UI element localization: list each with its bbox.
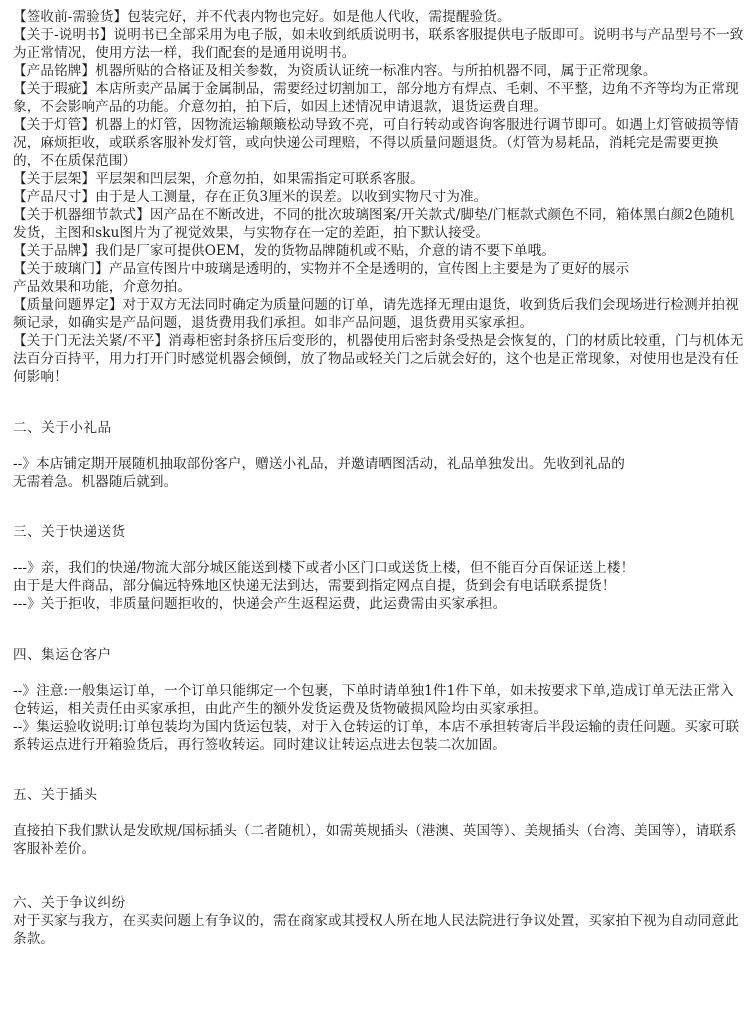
notice-block [13, 8, 745, 386]
section-line: ---》关于拒收，非质量问题拒收的，快递会产生返程运费，此运费需由买家承担。 [13, 596, 507, 612]
notice-quality-definition: 【质量问题界定】对于双方无法同时确定为质量问题的订单，请先选择无理由退货，收到货后我们会现场进行检测并拍视频记录，如确实是产品问题，退货费用我们承担。如非产品问题，退货费用买家承担。 [13, 297, 739, 331]
policy-document [13, 8, 745, 948]
notice-flaws: 【关于瑕疵】本店所卖产品属于金属制品，需要经过切割加工，部分地方有焊点、毛刺、不平整，边角不齐等均为正常现象，不会影响产品的功能。介意勿拍，拍下后，如因上述情况申请退款，退货运费自理。 [13, 81, 739, 115]
section-title: 二、关于小礼品 [13, 420, 112, 436]
section-line: 由于是大件商品，部分偏远特殊地区快递无法到达，需要到指定网点自提，货到会有电话联系提货！ [13, 578, 616, 594]
notice-glass-door: 【关于玻璃门】产品宣传图片中玻璃是透明的，实物并不全是透明的，宣传图上主要是为了更好的展示 [13, 261, 630, 277]
section-line: --》本店铺定期开展随机抽取部份客户，赠送小礼品，并邀请晒图活动，礼品单独发出。先收到礼品的 [13, 456, 625, 472]
section-title: 五、关于插头 [13, 787, 98, 803]
section-consolidation [13, 646, 745, 754]
section-line: 无需着急。机器随后就到。 [13, 474, 178, 490]
section-title: 三、关于快递送货 [13, 524, 126, 540]
notice-brand: 【关于品牌】我们是厂家可提供OEM，发的货物品牌随机或不贴，介意的请不要下单哦。 [13, 243, 555, 259]
section-plug [13, 786, 745, 858]
section-line: --》集运验收说明:订单包装均为国内货运包装，对于入仓转运的订单，本店不承担转寄后半段运输的责任问题。买家可联系转运点进行开箱验货后，再行签收转运。同时建议让转运点进去包装二次加固。 [13, 719, 740, 753]
section-line: ---》亲，我们的快递/物流大部分城区能送到楼下或者小区门口或送货上楼，但不能百分百保证送上楼！ [13, 560, 635, 576]
section-line: --》注意:一般集运订单，一个订单只能绑定一个包裹，下单时请单独1件1件下单，如未按要求下单,造成订单无法正常入仓转运，相关责任由买家承担，由此产生的额外发货运费及货物破损风险均由买家承担。 [13, 683, 734, 717]
section-title: 四、集运仓客户 [13, 647, 112, 663]
notice-shelves: 【关于层架】平层架和凹层架，介意勿拍，如果需指定可联系客服。 [13, 171, 424, 187]
notice-style-details: 【关于机器细节款式】因产品在不断改进，不同的批次玻璃图案/开关款式/脚垫/门框款式颜色不同，箱体黑白颜2色随机发货，主图和sku图片为了视觉效果，与实物存在一定的差距，拍下默认接受。 [13, 207, 735, 241]
section-dispute [13, 894, 745, 948]
notice-inspection: 【签收前-需验货】包装完好，并不代表内物也完好。如是他人代收，需提醒验货。 [13, 9, 511, 25]
notice-glass-door-cont: 产品效果和功能，介意勿拍。 [13, 279, 192, 295]
notice-nameplate: 【产品铭牌】机器所贴的合格证及相关参数，为资质认证统一标准内容。与所拍机器不同，属于正常现象。 [13, 63, 657, 79]
section-shipping [13, 523, 745, 613]
section-line: 对于买家与我方，在买卖问题上有争议的，需在商家或其授权人所在地人民法院进行争议处置，买家拍下视为自动同意此条款。 [13, 913, 739, 947]
notice-size: 【产品尺寸】由于是人工测量，存在正负3厘米的误差。以收到实物尺寸为准。 [13, 189, 488, 205]
notice-door-seal: 【关于门无法关紧/不平】消毒柜密封条挤压后变形的，机器使用后密封条受热是会恢复的，门的材质比较重，门与机体无法百分百持平，用力打开门时感觉机器会倾倒，放了物品或轻关门之后就会好的，这个也是正常现象，对使用也是没有任何影响！ [13, 333, 744, 385]
notice-manual: 【关于-说明书】说明书已全部采用为电子版，如未收到纸质说明书，联系客服提供电子版即可。说明书与产品型号不一致为正常情况，使用方法一样，我们配套的是通用说明书。 [13, 27, 744, 61]
section-gift [13, 419, 745, 491]
section-line: 直接拍下我们默认是发欧规/国标插头（二者随机），如需英规插头（港澳、英国等）、美规插头（台湾、美国等），请联系客服补差价。 [13, 823, 737, 857]
notice-lamp: 【关于灯管】机器上的灯管，因物流运输颠簸松动导致不亮，可自行转动或咨询客服进行调节即可。如遇上灯管破损等情况，麻烦拒收，或联系客服补发灯管，或向快递公司理赔，不得以质量问题退货。（灯管为易耗品，消耗完是需要更换的，不在质保范围） [13, 117, 739, 169]
section-title: 六、关于争议纠纷 [13, 895, 126, 911]
